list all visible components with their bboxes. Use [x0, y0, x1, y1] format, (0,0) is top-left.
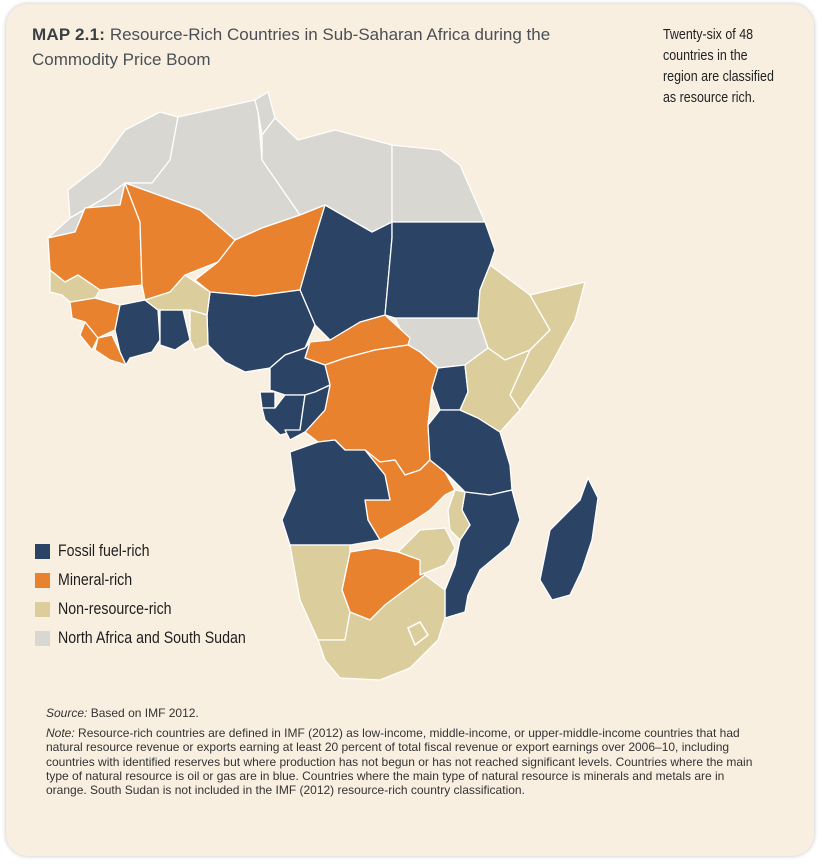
legend-swatch-fossil	[35, 544, 50, 559]
region-namibia	[290, 545, 350, 640]
legend-label-fossil: Fossil fuel-rich	[58, 542, 150, 560]
source-line	[46, 706, 199, 720]
legend-swatch-nonres	[35, 602, 50, 617]
legend-item-mineral	[35, 566, 276, 595]
region-togo-benin	[190, 310, 208, 350]
source-text: Based on IMF 2012.	[90, 706, 199, 720]
side-annotation: Twenty-six of 48 countries in the region are classified as resource rich.	[663, 27, 774, 106]
region-madagascar	[540, 478, 598, 600]
legend-label-mineral: Mineral-rich	[58, 571, 133, 589]
map-label: MAP 2.1:	[32, 25, 106, 44]
note-label: Note:	[46, 726, 75, 740]
legend-label-north: North Africa and South Sudan	[58, 629, 246, 647]
legend-item-fossil	[35, 537, 276, 566]
legend-item-north	[35, 624, 276, 653]
legend-item-nonres	[35, 595, 276, 624]
note-paragraph	[46, 726, 766, 797]
legend-label-nonres: Non-resource-rich	[58, 600, 172, 618]
legend-swatch-north	[35, 631, 50, 646]
map-title-text: Resource-Rich Countries in Sub-Saharan Africa during the Commodity Price Boom	[32, 25, 551, 69]
region-cote-divoire	[115, 300, 160, 365]
legend-swatch-mineral	[35, 573, 50, 588]
note-text: Resource-rich countries are defined in IMF (2012) as low-income, middle-income, or upper-middle-income countries that had natural resource revenue or exports earning at least 20 percent of total fiscal revenue or export earnings over 2006–10, including countries with identified reserves but where production has not begun or has not reached significant levels. Countries where the main type of natural resource is oil or gas are in blue. Countries where the main type of natural resource is minerals and metals are in orange. South Sudan is not included in the IMF (2012) resource-rich country classification.	[46, 726, 753, 798]
map-legend	[35, 537, 276, 653]
region-egypt	[392, 145, 485, 222]
region-eq-guinea	[260, 392, 275, 408]
region-guinea	[70, 298, 120, 338]
region-ghana	[160, 310, 190, 350]
source-label: Source:	[46, 706, 88, 720]
